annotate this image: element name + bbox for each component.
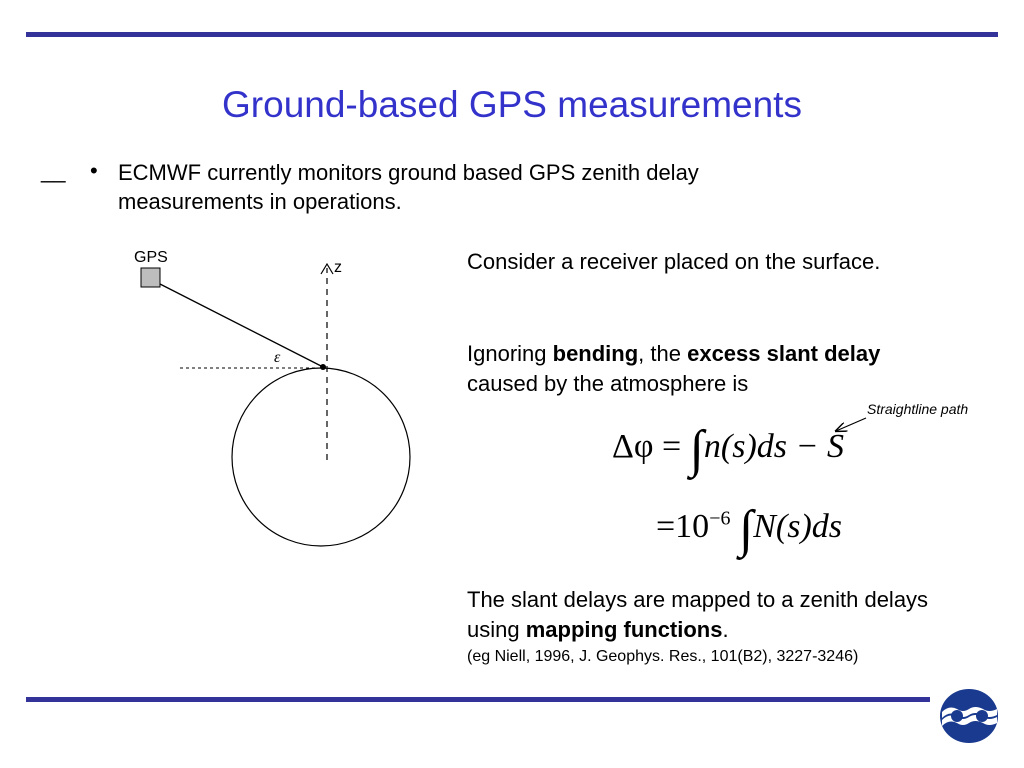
gps-satellite-box [141,268,160,287]
equation-slant-delay [612,420,844,479]
eq2-prefix: =10 [656,508,710,545]
bullet-text: ECMWF currently monitors ground based GPS zenith delay measurements in operations. [118,160,699,214]
gps-label: GPS [134,249,168,266]
straightline-path-label: Straightline path [867,401,969,417]
dash-marker: __ [41,158,66,183]
eq2-integral-icon: ∫ [738,501,754,558]
page-title: Ground-based GPS measurements [222,84,802,125]
earth-circle [232,368,410,546]
para2-text-3: caused by the atmosphere is [467,371,749,396]
para2-bold-excess: excess slant delay [687,341,881,366]
receiver-dot [320,364,326,370]
reference-citation: (eg Niell, 1996, J. Geophys. Res., 101(B2), 3227-3246) [467,648,859,665]
eq2-exponent: −6 [709,507,731,530]
para3-text-2: . [722,617,729,642]
eq1-body: n(s)ds − S [703,428,844,465]
epsilon-label: ε [274,349,281,366]
para3-bold-mapping: mapping functions [525,617,723,642]
eq1-lhs: Δφ = [612,428,682,465]
paragraph-mapping [467,585,937,645]
bottom-rule [26,697,930,702]
z-label: z [334,259,342,276]
paragraph-receiver: Consider a receiver placed on the surface. [467,249,881,274]
ecmwf-logo [939,688,1001,744]
paragraph-excess-delay [467,339,887,399]
para2-text-2: , the [638,341,688,366]
bullet-symbol: • [90,158,98,183]
para2-text-1: Ignoring [467,341,553,366]
para3-text-1: The slant delays are mapped to a zenith delays using [467,587,929,642]
para2-bold-bending: bending [552,341,639,366]
eq1-integral-icon: ∫ [689,421,704,478]
eq2-body: N(s)ds [753,508,843,545]
equation-refractivity [656,500,842,559]
signal-path [160,284,323,367]
